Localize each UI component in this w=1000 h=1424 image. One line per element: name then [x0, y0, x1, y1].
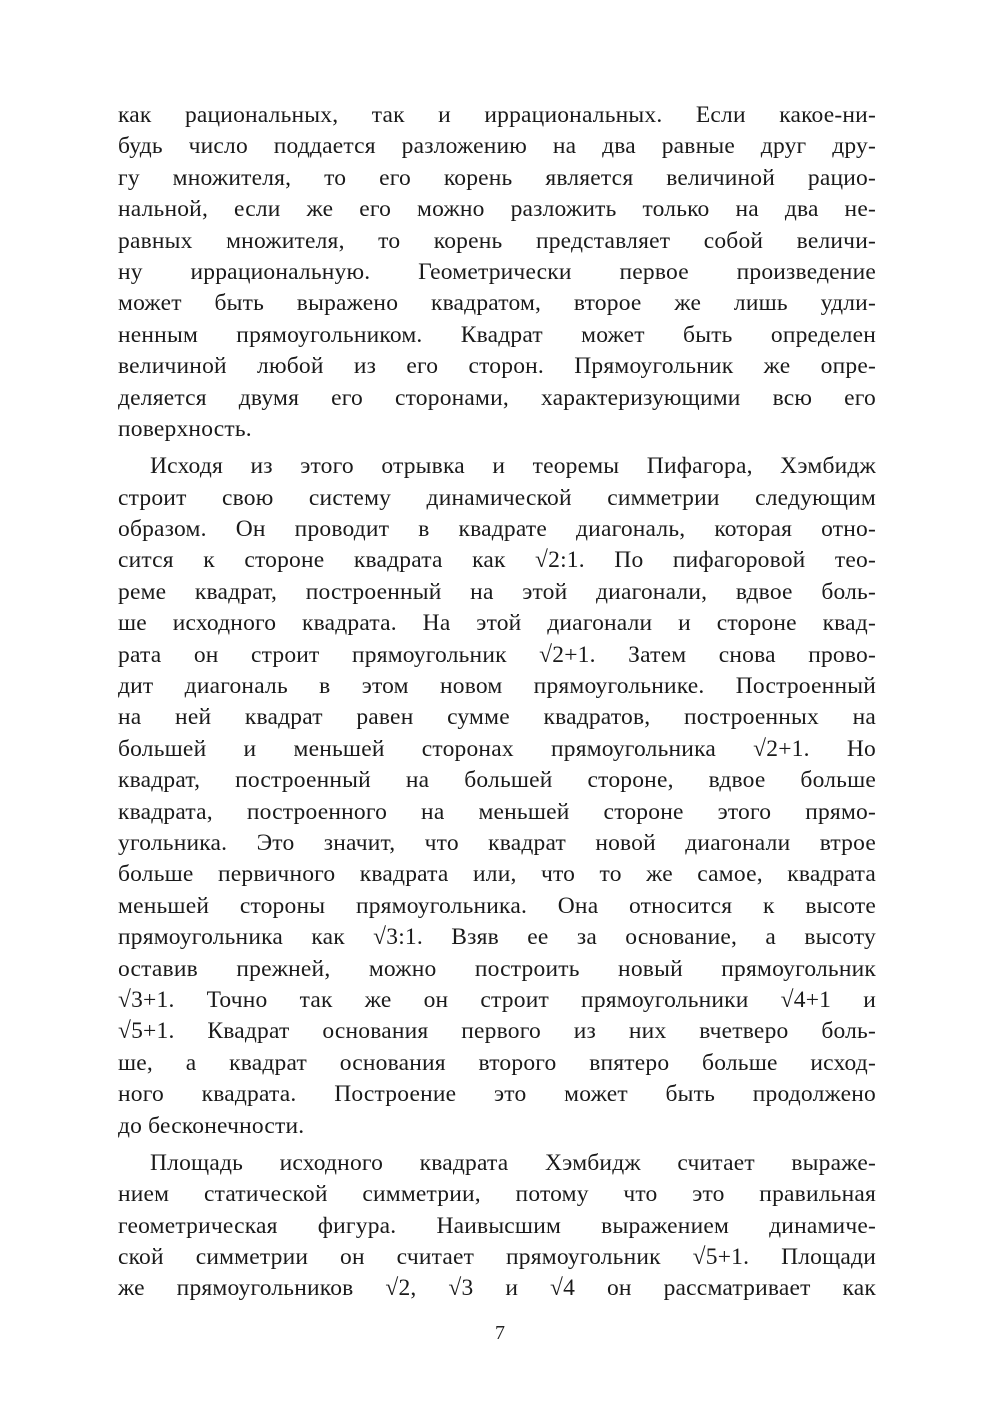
text-line: реме квадрат, построенный на этой диагонали, вдвое боль- — [118, 578, 876, 605]
text-line: образом. Он проводит в квадрате диагональ, которая отно- — [118, 516, 876, 543]
text-line: же прямоугольников √2, √3 и √4 он рассматривает как — [118, 1275, 876, 1302]
text-line: строит свою систему динамической симметрии следующим — [118, 484, 876, 511]
text-line: ного квадрата. Построение это может быть продолжено — [118, 1081, 876, 1108]
text-line: прямоугольника как √3:1. Взяв ее за основание, а высоту — [118, 924, 876, 951]
page-body — [118, 100, 876, 1305]
text-line: будь число поддается разложению на два равные друг дру- — [118, 133, 876, 160]
text-line: Исходя из этого отрывка и теоремы Пифагора, Хэмбидж — [150, 453, 876, 480]
text-line: геометрическая фигура. Наивысшим выражением динамиче- — [118, 1212, 876, 1239]
text-line: угольника. Это значит, что квадрат новой диагонали втрое — [118, 829, 876, 856]
paragraph-2 — [118, 451, 876, 1142]
text-line: деляется двумя его сторонами, характеризующими всю его — [118, 384, 876, 411]
text-line: нием статической симметрии, потому что это правильная — [118, 1181, 876, 1208]
text-line: на ней квадрат равен сумме квадратов, построенных на — [118, 704, 876, 731]
text-line: нальной, если же его можно разложить только на два не- — [118, 196, 876, 223]
text-line: √3+1. Точно так же он строит прямоугольники √4+1 и — [118, 986, 876, 1013]
text-line: сится к стороне квадрата как √2:1. По пифагоровой тео- — [118, 547, 876, 574]
paragraph-1 — [118, 100, 876, 445]
text-line: равных множителя, то корень представляет собой величи- — [118, 227, 876, 254]
text-line: ну иррациональную. Геометрически первое произведение — [118, 258, 876, 285]
text-line: оставив прежней, можно построить новый прямоугольник — [118, 955, 876, 982]
text-line: ской симметрии он считает прямоугольник √5+1. Площади — [118, 1244, 876, 1271]
text-line: квадрат, построенный на большей стороне, вдвое больше — [118, 767, 876, 794]
text-line: дит диагональ в этом новом прямоугольнике. Построенный — [118, 673, 876, 700]
page-number: 7 — [495, 1322, 505, 1344]
text-line: может быть выражено квадратом, второе же лишь удли- — [118, 290, 876, 317]
text-line: рата он строит прямоугольник √2+1. Затем снова прово- — [118, 641, 876, 668]
text-line: больше первичного квадрата или, что то же самое, квадрата — [118, 861, 876, 888]
text-line: ше, а квадрат основания второго впятеро больше исход- — [118, 1049, 876, 1076]
text-line: Площадь исходного квадрата Хэмбидж считает выраже- — [150, 1149, 876, 1176]
text-line: величиной любой из его сторон. Прямоугольник же опре- — [118, 353, 876, 380]
text-line: ненным прямоугольником. Квадрат может быть определен — [118, 321, 876, 348]
text-line: поверхность. — [118, 415, 252, 442]
text-line: квадрата, построенного на меньшей стороне этого прямо- — [118, 798, 876, 825]
text-line: ше исходного квадрата. На этой диагонали и стороне квад- — [118, 610, 876, 637]
text-line: √5+1. Квадрат основания первого из них вчетверо боль- — [118, 1018, 876, 1045]
text-line: как рациональных, так и иррациональных. Если какое-ни- — [118, 102, 876, 128]
text-line: гу множителя, то его корень является величиной рацио- — [118, 164, 876, 191]
paragraph-3 — [118, 1148, 876, 1305]
text-line: до бесконечности. — [118, 1112, 305, 1139]
text-line: меньшей стороны прямоугольника. Она относится к высоте — [118, 892, 876, 919]
text-line: большей и меньшей сторонах прямоугольника √2+1. Но — [118, 735, 876, 762]
